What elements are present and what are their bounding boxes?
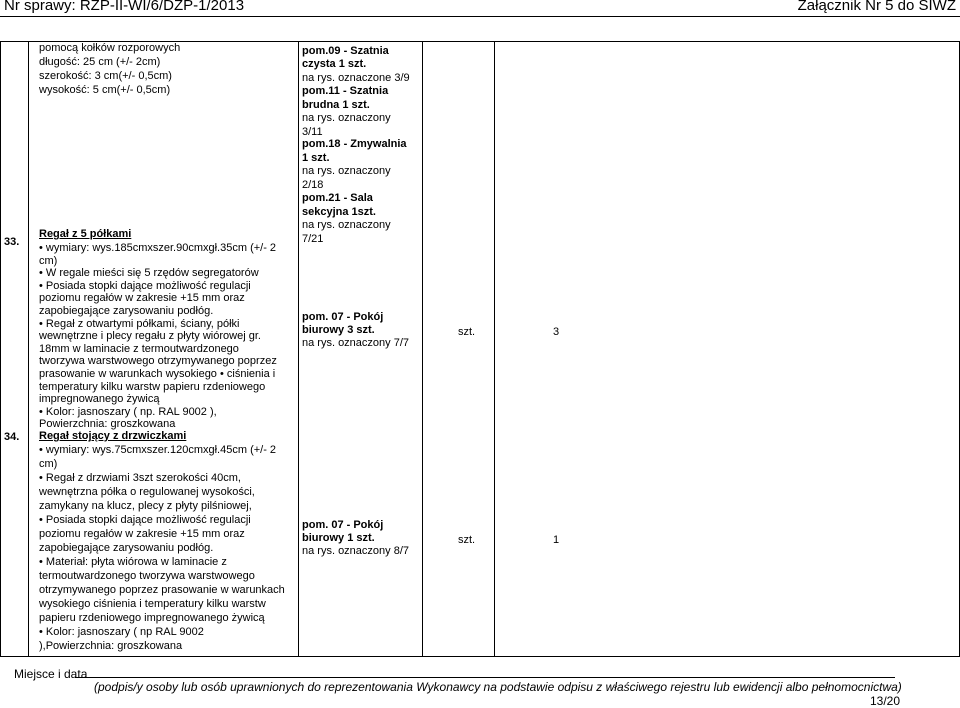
spec-line: • wymiary: wys.185cmxszer.90cmxgł.35cm (+/- 2 (39, 242, 277, 254)
spec-line: • W regale mieści się 5 rzędów segregatorów (39, 267, 259, 280)
room-name: pom. 07 - Pokój (302, 519, 384, 531)
spec-line: otrzymywanego poprzez prasowanie w warunkach (39, 584, 285, 596)
room-name: pom.09 - Szatnia (302, 45, 389, 57)
room-quantity: biurowy 3 szt. (302, 324, 375, 336)
spec-line: temperatury kilku warstw papieru rzdeniowego (39, 380, 266, 393)
spec-line: zamykany na klucz, plecy z płyty pilśniowej, (39, 500, 252, 512)
room-quantity: 1 szt. (302, 152, 330, 164)
item-number: 33. (4, 236, 20, 248)
spec-line: tworzywa warstwowego otrzymywanego poprzez (39, 355, 277, 368)
spec-line: • Materiał: płyta wiórowa w laminacie z (39, 556, 227, 568)
spec-line: szerokość: 3 cm(+/- 0,5cm) (39, 70, 172, 82)
spec-line: wewnętrzne i plecy regału z płyty wiórowej gr. (39, 330, 261, 343)
room-reference: 3/11 (302, 126, 323, 138)
room-quantity: biurowy 1 szt. (302, 532, 375, 544)
spec-line: prasowanie w warunkach wysokiego • ciśnienia i (39, 368, 276, 380)
spec-line: • Posiada stopki dające możliwość regulacji (39, 514, 251, 526)
spec-line: zapobiegające zarysowaniu podłóg. (39, 542, 214, 554)
room-name: pom.18 - Zmywalnia (302, 138, 407, 150)
room-reference: na rys. oznaczony 7/7 (302, 337, 410, 349)
spec-line: Powierzchnia: groszkowana (39, 418, 176, 431)
document-reference: Nr sprawy: RZP-II-WI/6/DZP-1/2013 (4, 0, 245, 14)
place-and-date-label: Miejsce i data (14, 667, 88, 681)
attachment-label: Załącznik Nr 5 do SIWZ (797, 0, 956, 14)
room-name: pom.21 - Sala (302, 192, 373, 204)
room-quantity: brudna 1 szt. (302, 99, 370, 111)
quantity: 3 (553, 326, 560, 338)
spec-line: poziomu regałów w zakresie +15 mm oraz (39, 528, 245, 540)
unit: szt. (458, 534, 476, 546)
spec-line: papieru rzdeniowego impregnowanego żywicą (39, 612, 265, 624)
spec-line: poziomu regałów w zakresie +15 mm oraz (39, 292, 245, 305)
spec-line: • wymiary: wys.75cmxszer.120cmxgł.45cm (+/- 2 (39, 444, 277, 456)
room-reference: na rys. oznaczony (302, 219, 391, 231)
column-divider (28, 41, 29, 656)
spec-line: 18mm w laminacie z termoutwardzonego (39, 342, 239, 355)
item-title: Regał z 5 półkami (39, 228, 132, 240)
signature-line (75, 677, 895, 678)
room-reference: 7/21 (302, 233, 324, 245)
spec-line: • Regał z otwartymi półkami, ściany, półki (39, 317, 240, 330)
spec-line: • Kolor: jasnoszary ( np RAL 9002 (39, 626, 204, 638)
column-divider (298, 41, 299, 656)
spec-line: wysokiego ciśnienia i temperatury kilku warstw (39, 598, 266, 610)
item-title: Regał stojący z drzwiczkami (39, 430, 187, 442)
room-reference: 2/18 (302, 179, 324, 191)
room-quantity: czysta 1 szt. (302, 58, 367, 70)
spec-line: cm) (39, 458, 58, 470)
room-reference: na rys. oznaczone 3/9 (302, 72, 410, 84)
column-divider (494, 41, 495, 656)
room-reference: na rys. oznaczony 8/7 (302, 545, 410, 557)
room-reference: na rys. oznaczony (302, 112, 391, 124)
spec-line: wysokość: 5 cm(+/- 0,5cm) (39, 84, 171, 96)
item-number: 34. (4, 431, 20, 443)
spec-line: wewnętrzna półka o regulowanej wysokości, (39, 486, 255, 498)
spec-line: długość: 25 cm (+/- 2cm) (39, 56, 161, 68)
spec-line: termoutwardzonego tworzywa warstwowego (39, 570, 255, 582)
room-quantity: sekcyjna 1szt. (302, 206, 376, 218)
room-name: pom. 07 - Pokój (302, 311, 384, 323)
spec-line: ),Powierzchnia: groszkowana (39, 640, 183, 652)
signature-note: (podpis/y osoby lub osób uprawnionych do reprezentowania Wykonawcy na podstawie odpisu z właściwego rejestru lub ewidencji albo pełnomocnictwa) (94, 680, 902, 694)
table-left-border (0, 41, 1, 656)
spec-line: impregnowanego żywicą (39, 393, 160, 406)
spec-line: zapobiegające zarysowaniu podłóg. (39, 305, 214, 317)
quantity: 1 (553, 534, 560, 546)
unit: szt. (458, 326, 476, 338)
spec-line: pomocą kołków rozporowych (39, 42, 181, 54)
spec-line: • Posiada stopki dające możliwość regulacji (39, 279, 251, 292)
header-rule (0, 16, 960, 17)
page-number: 13/20 (869, 694, 900, 708)
table-bottom-border (0, 656, 960, 657)
room-reference: na rys. oznaczony (302, 165, 391, 177)
spec-line: • Kolor: jasnoszary ( np. RAL 9002 ), (39, 405, 217, 418)
room-name: pom.11 - Szatnia (302, 85, 389, 97)
spec-line: cm) (39, 254, 58, 267)
spec-line: • Regał z drzwiami 3szt szerokości 40cm, (39, 472, 241, 484)
column-divider (422, 41, 423, 656)
